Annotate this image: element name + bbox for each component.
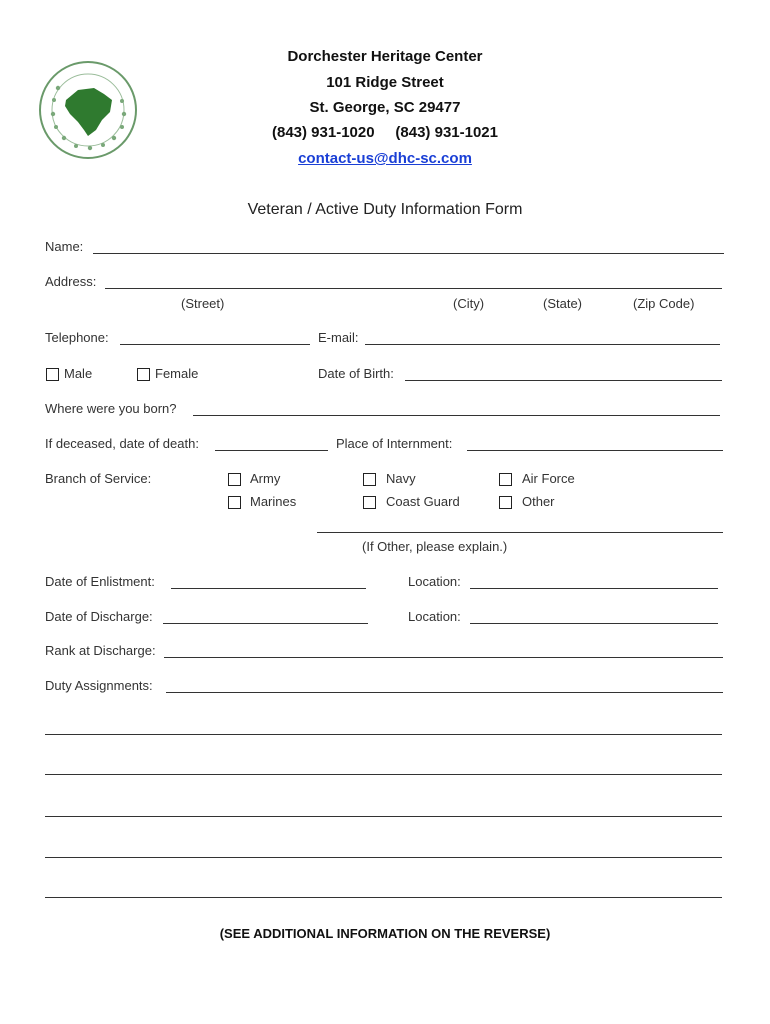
duty-line[interactable] <box>45 774 722 775</box>
date-of-death-label: If deceased, date of death: <box>45 436 199 451</box>
org-city-line: St. George, SC 29477 <box>309 99 461 116</box>
address-field[interactable] <box>105 288 722 289</box>
other-checkbox[interactable] <box>499 496 512 509</box>
date-discharge-label: Date of Discharge: <box>45 609 153 624</box>
birthplace-label: Where were you born? <box>45 401 177 416</box>
rank-label: Rank at Discharge: <box>45 643 156 658</box>
dob-field[interactable] <box>405 380 722 381</box>
name-label: Name: <box>45 239 84 254</box>
coast-guard-checkbox[interactable] <box>363 496 376 509</box>
female-checkbox[interactable] <box>137 368 150 381</box>
navy-label: Navy <box>386 471 416 486</box>
enlistment-location-field[interactable] <box>470 588 718 589</box>
duty-line[interactable] <box>45 816 722 817</box>
female-label: Female <box>155 366 199 381</box>
army-checkbox[interactable] <box>228 473 241 486</box>
dob-label: Date of Birth: <box>318 366 394 381</box>
date-enlistment-label: Date of Enlistment: <box>45 574 155 589</box>
name-field[interactable] <box>93 253 724 254</box>
air-force-label: Air Force <box>522 471 575 486</box>
marines-label: Marines <box>250 494 297 509</box>
internment-field[interactable] <box>467 450 723 451</box>
org-street: 101 Ridge Street <box>326 74 444 91</box>
other-explain-field[interactable] <box>317 532 723 533</box>
email-label: E-mail: <box>318 330 359 345</box>
internment-label: Place of Internment: <box>336 436 453 451</box>
city-caption: (City) <box>453 296 485 311</box>
other-label: Other <box>522 494 555 509</box>
telephone-field[interactable] <box>120 344 310 345</box>
air-force-checkbox[interactable] <box>499 473 512 486</box>
marines-checkbox[interactable] <box>228 496 241 509</box>
duty-line[interactable] <box>45 857 722 858</box>
reverse-note: (SEE ADDITIONAL INFORMATION ON THE REVERSE) <box>219 926 551 941</box>
other-explain-caption: (If Other, please explain.) <box>362 539 508 554</box>
rank-field[interactable] <box>164 657 723 658</box>
discharge-location-field[interactable] <box>470 623 718 624</box>
coast-guard-label: Coast Guard <box>386 494 460 509</box>
email-field[interactable] <box>365 344 720 345</box>
duty-label: Duty Assignments: <box>45 678 153 693</box>
date-of-death-field[interactable] <box>215 450 328 451</box>
zip-caption: (Zip Code) <box>633 296 695 311</box>
date-discharge-field[interactable] <box>163 623 368 624</box>
date-enlistment-field[interactable] <box>171 588 366 589</box>
org-phones: (843) 931-1020 (843) 931-1021 <box>272 124 498 141</box>
form-title: Veteran / Active Duty Information Form <box>247 201 523 218</box>
duty-line[interactable] <box>45 897 722 898</box>
enlistment-location-label: Location: <box>408 574 461 589</box>
male-label: Male <box>64 366 93 381</box>
birthplace-field[interactable] <box>193 415 720 416</box>
branch-label: Branch of Service: <box>45 471 152 486</box>
state-caption: (State) <box>543 296 583 311</box>
navy-checkbox[interactable] <box>363 473 376 486</box>
street-caption: (Street) <box>181 296 225 311</box>
telephone-label: Telephone: <box>45 330 109 345</box>
duty-line[interactable] <box>45 734 722 735</box>
org-email-link[interactable]: contact-us@dhc-sc.com <box>298 150 472 167</box>
male-checkbox[interactable] <box>46 368 59 381</box>
discharge-location-label: Location: <box>408 609 461 624</box>
dhc-logo-seal <box>38 60 138 160</box>
org-name: Dorchester Heritage Center <box>287 48 483 65</box>
army-label: Army <box>250 471 281 486</box>
address-label: Address: <box>45 274 97 289</box>
duty-field[interactable] <box>166 692 723 693</box>
